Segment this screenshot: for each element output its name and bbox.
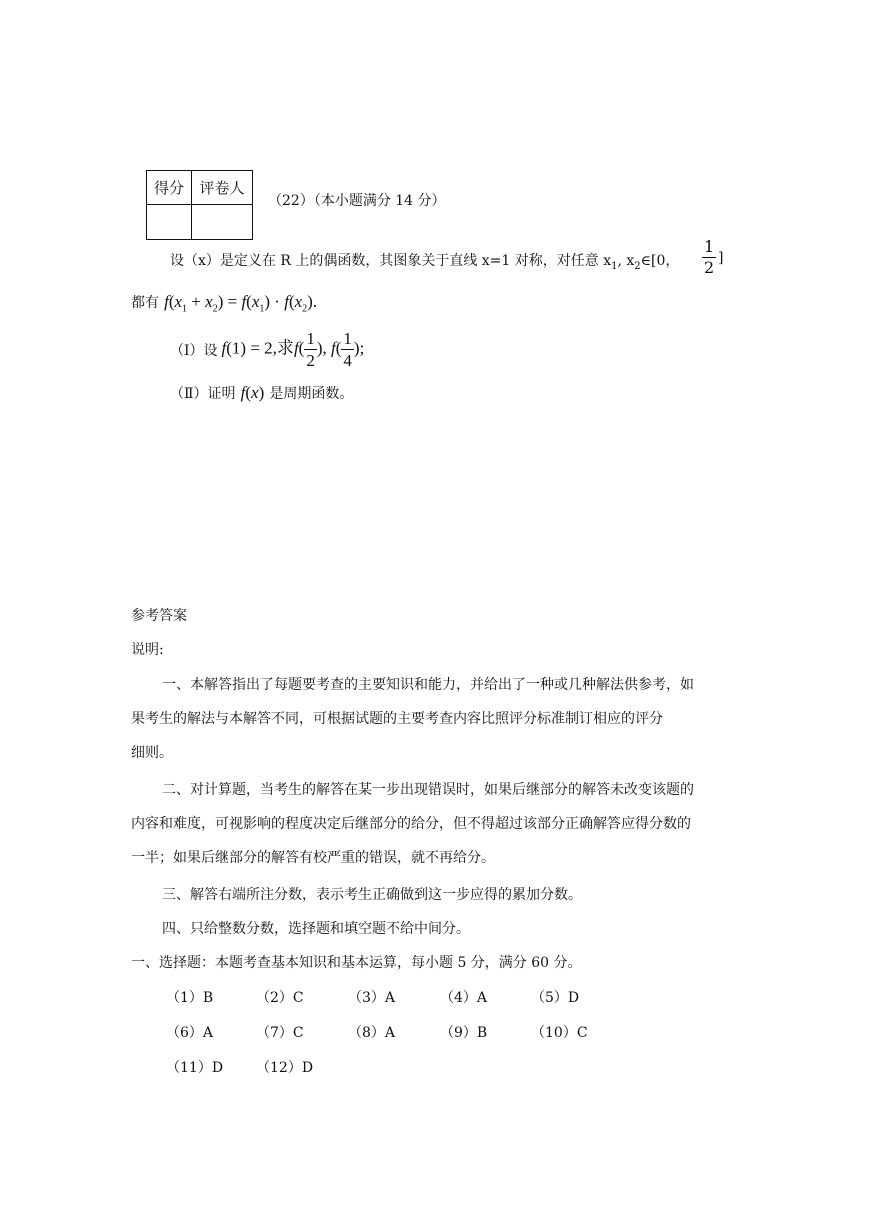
part-2-function: f(x) xyxy=(240,383,265,402)
question-line-1: 设（x）是定义在 R 上的偶函数，其图象关于直线 x=1 对称，对任意 $x_1$, $x_2\in[0$， xyxy=(170,253,680,272)
mc-answer-10: （10）C xyxy=(531,1025,588,1041)
note-2-line-2: 内容和难度，可视影响的程度决定后继部分的给分，但不得超过该部分正确解答应得分数的 xyxy=(131,816,691,832)
part-2: （Ⅱ）证明 f(x) 是周期函数。 xyxy=(170,383,354,402)
mc-answer-6: （6）A xyxy=(166,1025,214,1041)
note-3: 三、解答右端所注分数，表示考生正确做到这一步应得的累加分数。 xyxy=(162,887,582,903)
answer-title: 参考答案 xyxy=(131,608,187,624)
grader-cell xyxy=(192,205,253,240)
score-cell xyxy=(147,205,192,240)
mc-answer-11: （11）D xyxy=(166,1060,224,1076)
mc-answer-2: （2）C xyxy=(256,990,304,1006)
grader-header: 评卷人 xyxy=(192,171,253,205)
interval-close: ] xyxy=(718,250,724,266)
note-label: 说明: xyxy=(131,642,164,658)
mc-answer-1: （1）B xyxy=(166,990,214,1006)
note-1-line-3: 细则。 xyxy=(131,745,173,761)
part-1-formula: f(1) = 2,求f( $\frac{1}{2}$ ), f( $\frac{1}{4}$ ); xyxy=(221,329,365,370)
mc-answer-4: （4）A xyxy=(440,990,488,1006)
question-line-2: 都有 $f(x_1 + x_2) = f(x_1) \cdot f(x_2)$. xyxy=(131,292,318,315)
note-2-line-1: 二、对计算题，当考生的解答在某一步出现错误时，如果后继部分的解答未改变该题的 xyxy=(162,782,694,798)
mc-answer-7: （7）C xyxy=(256,1025,304,1041)
note-1-line-2: 果考生的解法与本解答不同，可根据试题的主要考查内容比照评分标准制订相应的评分 xyxy=(131,711,663,727)
score-table xyxy=(146,170,253,240)
note-1-line-1: 一、本解答指出了每题要考查的主要知识和能力，并给出了一种或几种解法供参考，如 xyxy=(162,677,694,693)
question-heading: （22）（本小题满分 14 分） xyxy=(268,193,446,209)
mc-answer-8: （8）A xyxy=(348,1025,396,1041)
mc-answer-9: （9）B xyxy=(440,1025,488,1041)
mc-heading: 一、选择题：本题考查基本知识和基本运算，每小题 5 分，满分 60 分。 xyxy=(131,955,582,971)
note-2-line-3: 一半；如果后继部分的解答有校严重的错误，就不再给分。 xyxy=(131,850,495,866)
mc-answer-12: （12）D xyxy=(256,1060,314,1076)
functional-equation: $f(x_1 + x_2) = f(x_1) \cdot f(x_2)$. xyxy=(164,292,318,315)
score-header: 得分 xyxy=(147,171,192,205)
part-1: （Ⅰ）设 f(1) = 2,求f( $\frac{1}{2}$ ), f( $\frac{1}{4}$ ); xyxy=(170,329,365,370)
note-4: 四、只给整数分数，选择题和填空题不给中间分。 xyxy=(162,921,470,937)
mc-answer-3: （3）A xyxy=(348,990,396,1006)
fraction-one-half: $\frac{1}{2}$ xyxy=(704,237,715,277)
mc-answer-5: （5）D xyxy=(531,990,580,1006)
